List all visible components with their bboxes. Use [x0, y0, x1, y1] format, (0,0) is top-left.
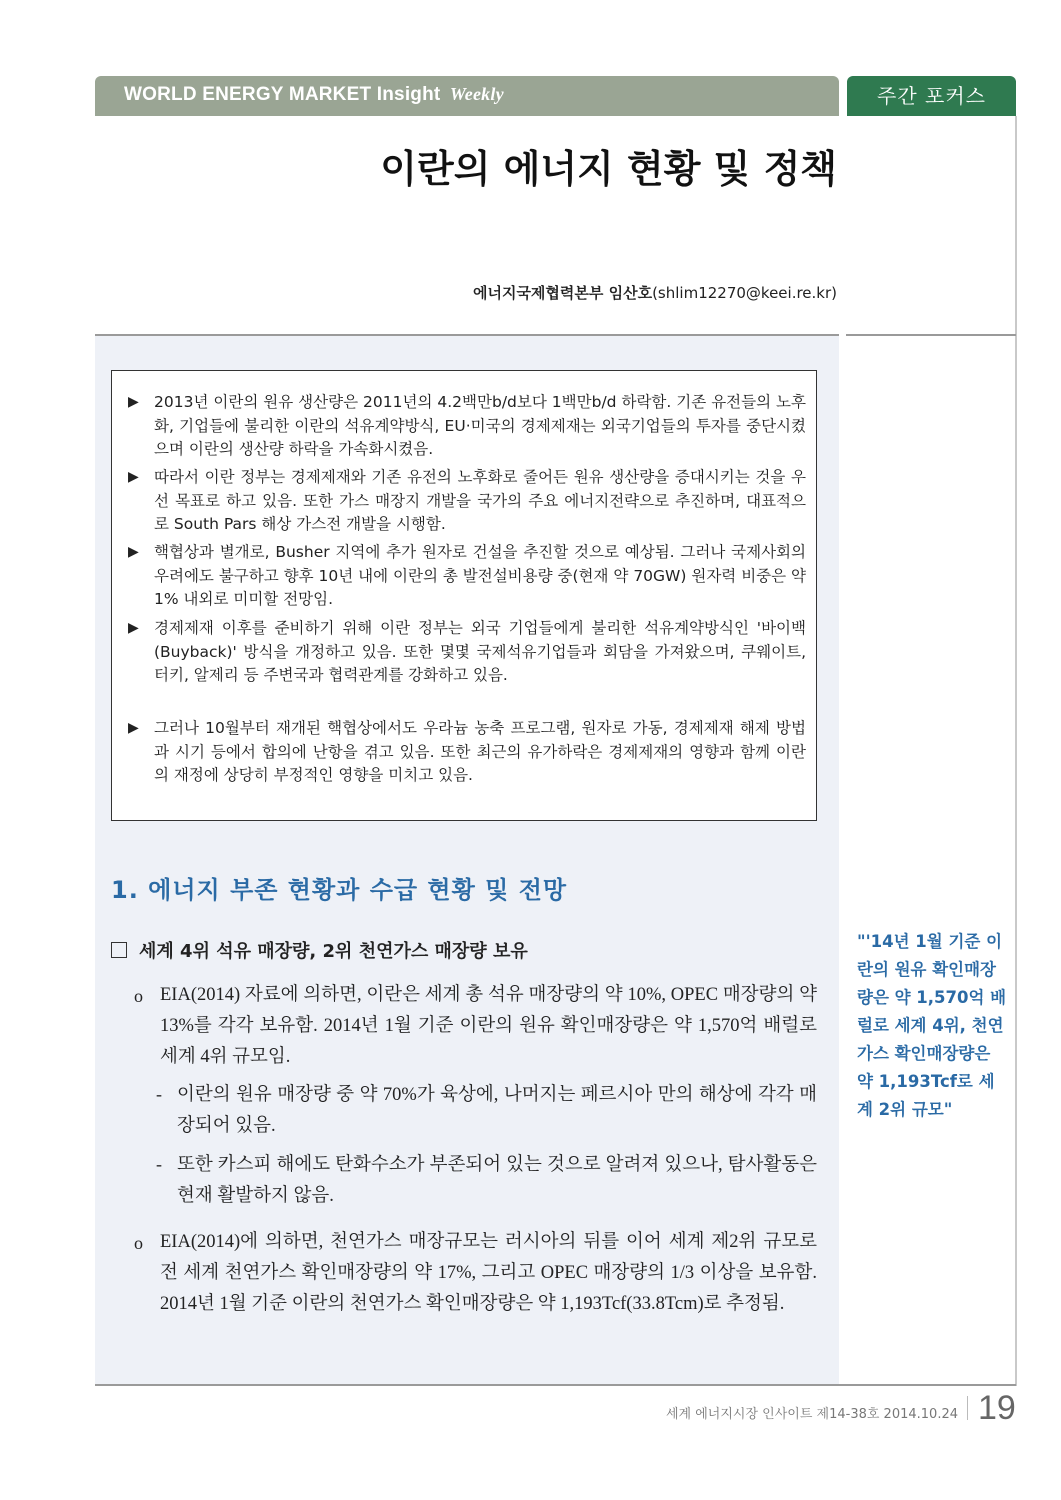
- footer-publication: 세계 에너지시장 인사이트 제14-38호 2014.10.24: [666, 1407, 958, 1422]
- author-org: 에너지국제협력본부 임산호: [472, 284, 653, 302]
- body-paragraph-oil-location: 이란의 원유 매장량 중 약 70%가 육상에, 나머지는 페르시아 만의 해상에 각각 매장되어 있음.: [177, 1085, 817, 1136]
- dash-marker: -: [156, 1154, 162, 1174]
- article-title: 이란의 에너지 현황 및 정책: [380, 147, 837, 191]
- section-tag: 주간 포커스: [847, 76, 1016, 116]
- summary-item: [128, 617, 806, 688]
- body-paragraph-gas: EIA(2014)에 의하면, 천연가스 매장규모는 러시아의 뒤를 이어 세계 제2위 규모로 전 세계 천연가스 확인매장량의 약 17%, 그리고 OPEC 매장량의 1/3 이상을 보유함. 2014년 1월 기준 이란의 천연가스 확인매장량은 약 1,193Tcf(33.8Tcm)로 추정됨.: [160, 1232, 817, 1314]
- publication-name: WORLD ENERGY MARKET Insight: [124, 84, 441, 105]
- arrow-icon: ▶: [128, 620, 139, 636]
- author-email: (shlim12270@keei.re.kr): [652, 284, 837, 302]
- publication-weekly: Weekly: [449, 84, 504, 104]
- bullet-icon: o: [134, 1233, 143, 1253]
- pull-quote: "'14년 1월 기준 이란의 원유 확인매장량은 약 1,570억 배럴로 세계 4위, 천연가스 확인매장량은 약 1,193Tcf로 세계 2위 규모": [857, 932, 1007, 1119]
- body-paragraph-oil: EIA(2014) 자료에 의하면, 이란은 세계 총 석유 매장량의 약 10%, OPEC 매장량의 약 13%를 각각 보유함. 2014년 1월 기준 이란의 원유 확인매장량은 약 1,570억 배럴로 세계 4위 규모임.: [160, 985, 817, 1067]
- author-line: [300, 282, 837, 303]
- bottom-divider: [95, 1384, 1016, 1386]
- summary-text: 그러나 10월부터 재개된 핵협상에서도 우라늄 농축 프로그램, 원자로 가동, 경제제재 해제 방법과 시기 등에서 합의에 난항을 겪고 있음. 또한 최근의 유가하락은 경제제재의 영향과 함께 이란의 재정에 상당히 부정적인 영향을 미치고 있음.: [154, 719, 806, 784]
- arrow-icon: ▶: [128, 394, 139, 410]
- summary-item: [128, 466, 806, 537]
- summary-item: [128, 541, 806, 612]
- body-paragraph-caspian: 또한 카스피 해에도 탄화수소가 부존되어 있는 것으로 알려져 있으나, 탐사활동은 현재 활발하지 않음.: [177, 1155, 817, 1206]
- summary-text: 2013년 이란의 원유 생산량은 2011년의 4.2백만b/d보다 1백만b/d 하락함. 기존 유전들의 노후화, 기업들에 불리한 이란의 석유계약방식, EU·미국의 경제제재는 외국기업들의 투자를 중단시켰으며 이란의 생산량 하락을 가속화시켰음.: [154, 393, 806, 458]
- arrow-icon: ▶: [128, 469, 139, 485]
- summary-box: [111, 370, 817, 821]
- publication-title: [124, 84, 504, 106]
- arrow-icon: ▶: [128, 720, 139, 736]
- summary-item: [128, 391, 806, 462]
- right-rule: [1015, 116, 1017, 1386]
- summary-item: [128, 717, 806, 788]
- footer-separator: [967, 1396, 968, 1420]
- arrow-icon: ▶: [128, 544, 139, 560]
- dash-marker: -: [156, 1084, 162, 1104]
- subsection-text: 세계 4위 석유 매장량, 2위 천연가스 매장량 보유: [139, 941, 528, 962]
- checkbox-square-icon: [111, 942, 127, 958]
- summary-text: 따라서 이란 정부는 경제제재와 기존 유전의 노후화로 줄어든 원유 생산량을 증대시키는 것을 우선 목표로 하고 있음. 또한 가스 매장지 개발을 국가의 주요 에너지전략으로 추진하며, 대표적으로 South Pars 해상 가스전 개발을 시행함.: [154, 468, 806, 533]
- subsection-title: [111, 937, 528, 963]
- summary-text: 경제제재 이후를 준비하기 위해 이란 정부는 외국 기업들에게 불리한 석유계약방식인 '바이백(Buyback)' 방식을 개정하고 있음. 또한 몇몇 국제석유기업들과 회담을 가져왔으며, 쿠웨이트, 터키, 알제리 등 주변국과 협력관계를 강화하고 있음.: [154, 619, 806, 684]
- page-number: 19: [978, 1389, 1016, 1427]
- summary-text: 핵협상과 별개로, Busher 지역에 추가 원자로 건설을 추진할 것으로 예상됨. 그러나 국제사회의 우려에도 불구하고 향후 10년 내에 이란의 총 발전설비용량 중(현재 약 70GW) 원자력 비중은 약 1% 내외로 미미할 전망임.: [154, 543, 807, 608]
- top-divider-side: [846, 334, 1016, 336]
- section-title: 1. 에너지 부존 현황과 수급 현황 및 전망: [111, 876, 568, 904]
- bullet-icon: o: [134, 986, 143, 1006]
